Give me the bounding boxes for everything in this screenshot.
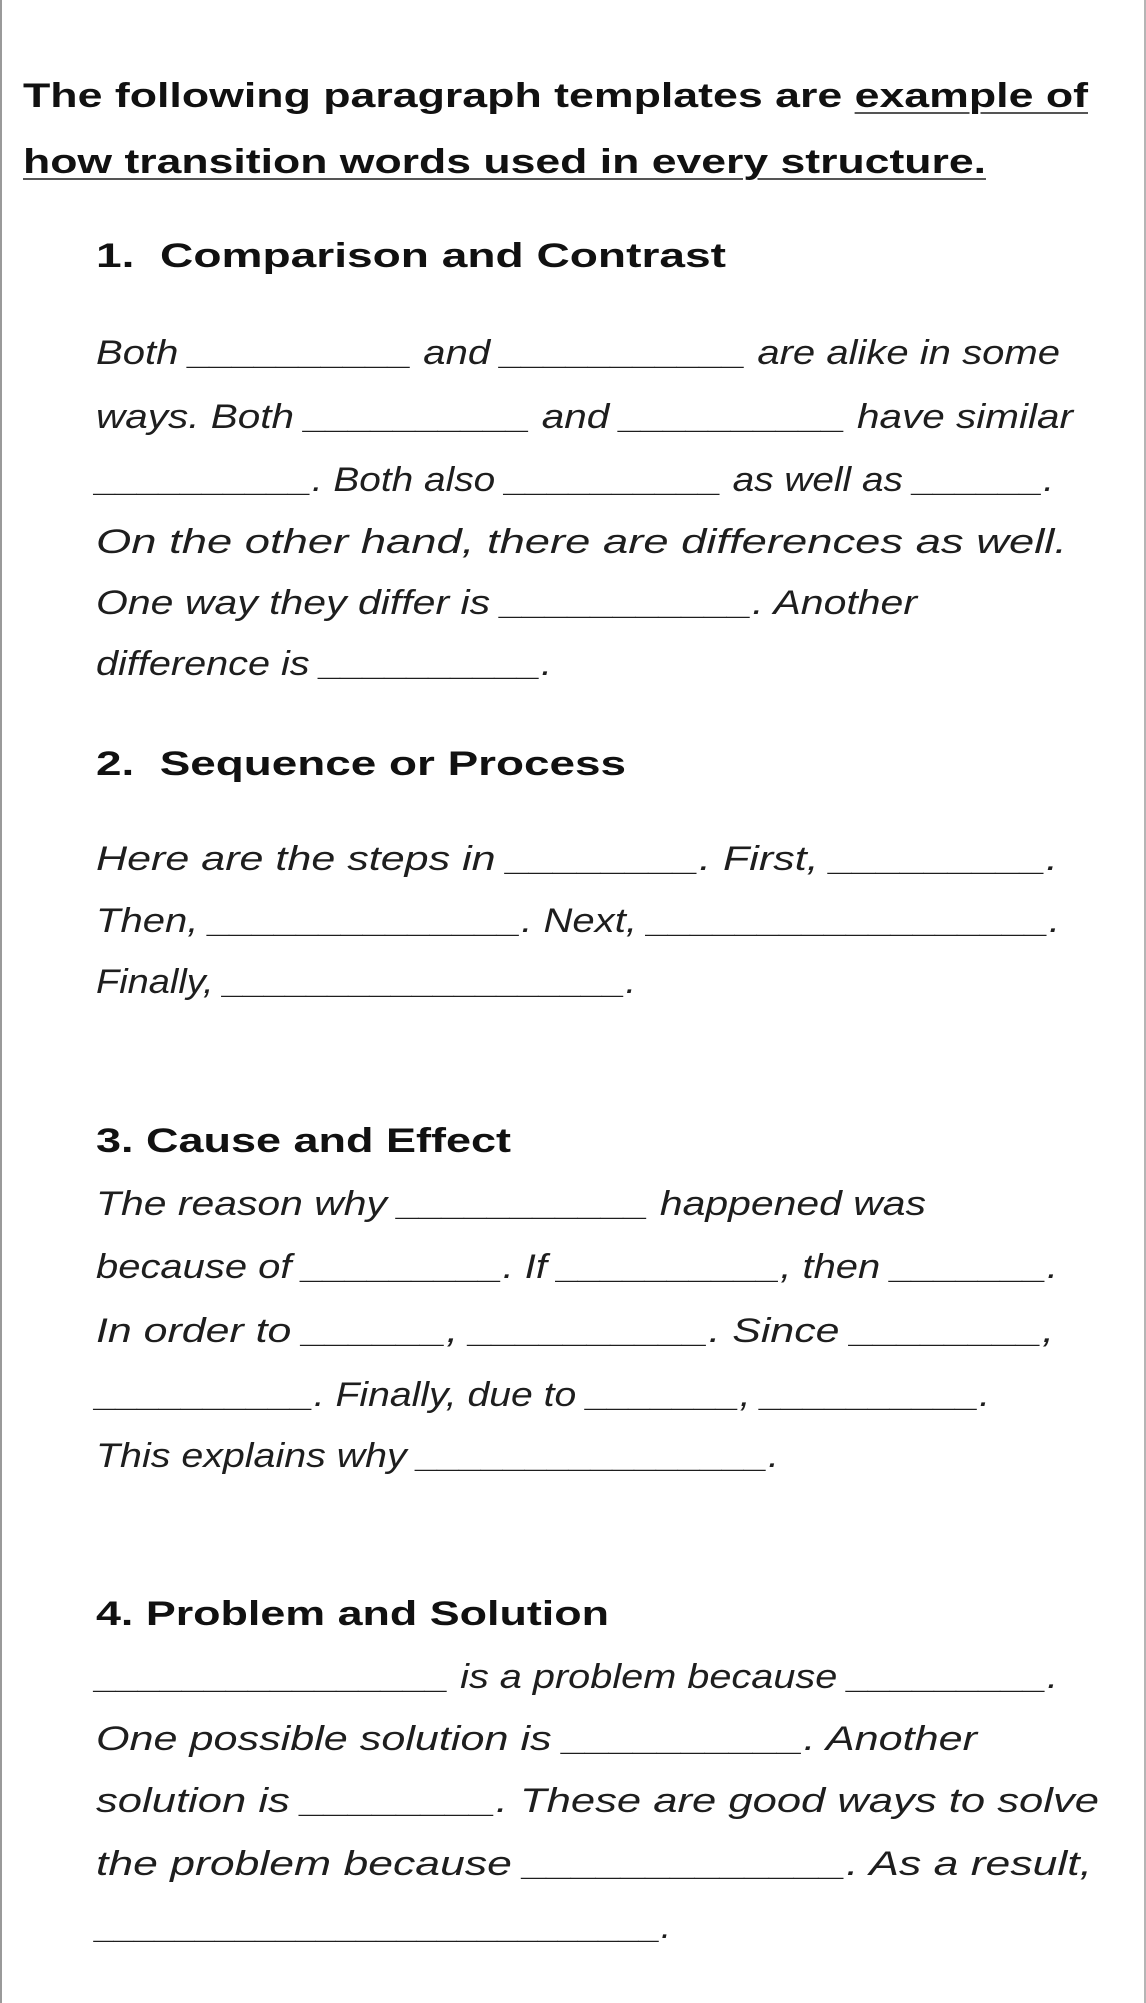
template-line: In order to ______, __________. Since ________, — [96, 1312, 1054, 1350]
template-line: because of _________. If __________, then _______. — [96, 1248, 1058, 1286]
template-line: solution is ________. These are good ways to solve — [96, 1782, 1099, 1820]
template-line: ways. Both __________ and __________ have similar — [96, 398, 1073, 436]
template-line: Then, ______________. Next, __________________. — [96, 902, 1060, 940]
template-line: __________. Both also __________ as well as ______. — [96, 461, 1054, 499]
template-line: One possible solution is __________. Another — [96, 1720, 977, 1758]
template-line: ________________ is a problem because _________. — [96, 1658, 1058, 1696]
intro-title-underlined-text: example of — [854, 77, 1088, 115]
template-line: Finally, ___________________. — [96, 963, 636, 1001]
template-line: Here are the steps in ________. First, _________. — [96, 840, 1058, 878]
template-line: The reason why ___________ happened was — [96, 1185, 926, 1223]
page-left-border — [0, 0, 2, 2003]
intro-title-text: The following paragraph templates are — [23, 77, 855, 115]
section-heading-sequence: 2. Sequence or Process — [96, 745, 626, 783]
intro-title-line-1 — [23, 76, 1088, 116]
template-line: This explains why ________________. — [96, 1437, 779, 1475]
template-line: difference is __________. — [96, 645, 552, 683]
template-line: ____________________________. — [96, 1908, 671, 1946]
template-line: One way they differ is ___________. Another — [96, 584, 917, 622]
template-line: Both __________ and ___________ are alike in some — [96, 334, 1060, 372]
template-line: __________. Finally, due to _______, __________. — [96, 1376, 990, 1414]
template-line: the problem because _____________. As a result, — [96, 1845, 1092, 1883]
section-heading-cause-effect: 3. Cause and Effect — [96, 1122, 511, 1160]
intro-title-line-2: how transition words used in every structure. — [23, 143, 986, 181]
section-heading-comparison: 1. Comparison and Contrast — [96, 237, 726, 275]
template-line: On the other hand, there are differences as well. — [96, 523, 1067, 561]
section-heading-problem-solution: 4. Problem and Solution — [96, 1595, 609, 1633]
